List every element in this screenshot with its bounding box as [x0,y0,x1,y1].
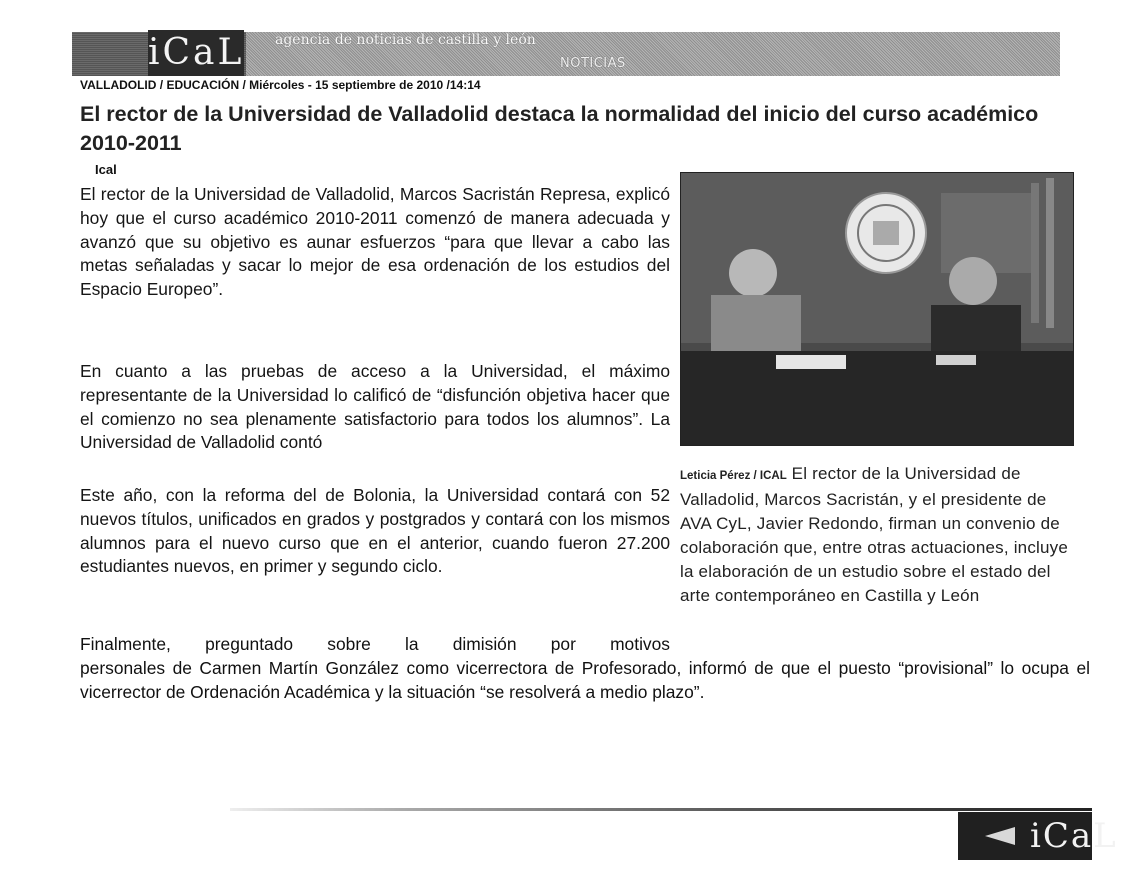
footer-logo: iCaL [1030,816,1118,856]
photo-caption-text: El rector de la Universidad de Valladolid, Marcos Sacristán, y el presidente de AVA CyL, Javier Redondo, firman un convenio de colaboración que, entre otras actuaciones, incluye la elaboración de un estudio sobre el estado del arte contemporáneo en Castilla y León [680,464,1069,605]
article-paragraph-4-rest: personales de Carmen Martín González como vicerrectora de Profesorado, informó de que el puesto “provisional” lo ocupa el vicerrector de Ordenación Académica y la situación “se resolverá a medio plazo”. [80,657,1090,702]
article-paragraph-3: Este año, con la reforma del de Bolonia, la Universidad contará con 52 nuevos títulos, unificados en grados y postgrados y contará con los mismos alumnos para el nuevo curso que en el anterior, cuando fueron 27.200 estudiantes nuevos, en primer y segundo ciclo. [80,485,670,577]
dateline: VALLADOLID / EDUCACIÓN / Miércoles - 15 septiembre de 2010 /14:14 [80,78,481,92]
article-paragraph-1: El rector de la Universidad de Valladolid, Marcos Sacristán Represa, explicó hoy que el curso académico 2010-2011 comenzó de manera adecuada y avanzó que su objetivo es aunar esfuerzos “para que llevar a cabo las metas señaladas y sacar lo mejor de esa ordenación de los estudios del Espacio Europeo”. [80,184,670,300]
article-paragraph-4-first-line: Finalmente, preguntado sobre la dimisión por motivos [80,634,670,654]
photo-caption [680,462,1080,608]
section-label: NOTICIAS [560,56,626,71]
news-photo [680,172,1074,446]
headline: El rector de la Universidad de Valladolid destaca la normalidad del inicio del curso académico 2010-2011 [80,102,1039,155]
article-paragraph-2: En cuanto a las pruebas de acceso a la Universidad, el máximo representante de la Universidad lo calificó de “disfunción objetiva hacer que el comienzo no sea plenamente satisfactorio para todos los alumnos”. La Universidad de Valladolid contó [80,361,670,453]
ical-logo: iCaL [148,30,244,76]
arrow-left-icon [985,827,1015,845]
photo-illustration [681,173,1073,445]
agency-tagline: agencia de noticias de castilla y león [275,32,536,48]
byline: Ical [95,162,117,177]
photo-credit: Leticia Pérez / ICAL [680,470,787,482]
footer-divider [230,808,1092,811]
